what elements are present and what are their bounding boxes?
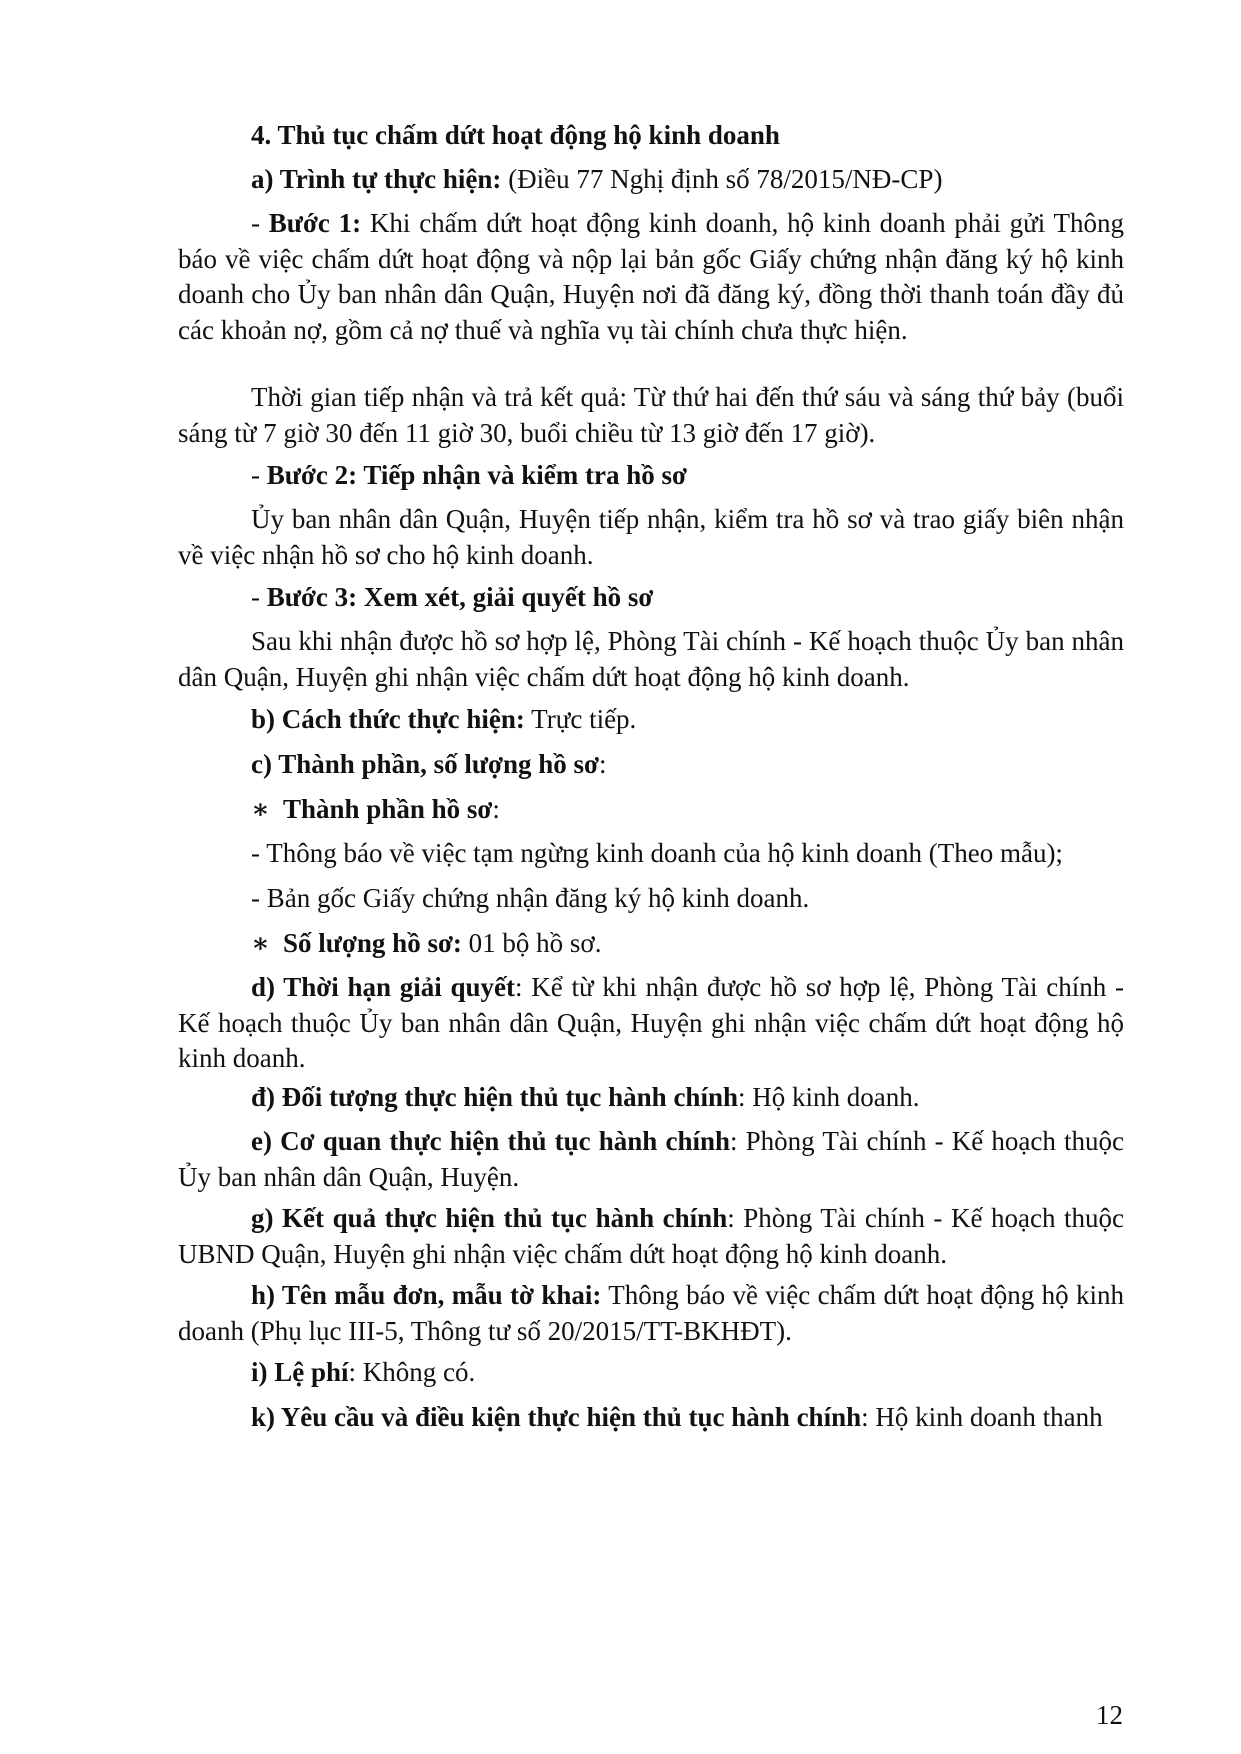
item-b-label: b) Cách thức thực hiện: bbox=[251, 704, 525, 734]
section-heading: 4. Thủ tục chấm dứt hoạt động hộ kinh doanh bbox=[251, 120, 780, 150]
step-2-label: Bước 2: Tiếp nhận và kiểm tra hồ sơ bbox=[266, 460, 687, 490]
quantity-label: Số lượng hồ sơ: bbox=[283, 928, 462, 958]
item-k-label: k) Yêu cầu và điều kiện thực hiện thủ tục hành chính bbox=[251, 1402, 862, 1432]
step-3-paragraph: Sau khi nhận được hồ sơ hợp lệ, Phòng Tài chính - Kế hoạch thuộc Ủy ban nhân dân Quận, Huyện ghi nhận việc chấm dứt hoạt động hộ kinh doanh. bbox=[178, 626, 1124, 692]
item-i-label: i) Lệ phí bbox=[251, 1357, 349, 1387]
page-number: 12 bbox=[1096, 1700, 1123, 1730]
item-g-text: : Phòng Tài chính - Kế hoạch thuộc UBND Quận, Huyện ghi nhận việc chấm dứt hoạt động hộ kinh doanh. bbox=[178, 1203, 1124, 1269]
item-a-text: (Điều 77 Nghị định số 78/2015/NĐ-CP) bbox=[501, 164, 943, 194]
item-dd-label: đ) Đối tượng thực hiện thủ tục hành chính bbox=[251, 1082, 738, 1112]
time-paragraph: Thời gian tiếp nhận và trả kết quả: Từ thứ hai đến thứ sáu và sáng thứ bảy (buổi sáng từ 7 giờ 30 đến 11 giờ 30, buổi chiều từ 13 giờ đến 17 giờ). bbox=[178, 382, 1124, 448]
item-e-label: e) Cơ quan thực hiện thủ tục hành chính bbox=[251, 1126, 731, 1156]
step-2-paragraph: Ủy ban nhân dân Quận, Huyện tiếp nhận, kiểm tra hồ sơ và trao giấy biên nhận về việc nhận hồ sơ cho hộ kinh doanh. bbox=[178, 504, 1124, 570]
item-c-text: : bbox=[599, 749, 607, 779]
item-dd-text: : Hộ kinh doanh. bbox=[737, 1082, 920, 1112]
item-k-text: : Hộ kinh doanh thanh bbox=[861, 1402, 1103, 1432]
item-dd bbox=[178, 1080, 1124, 1116]
item-h-label: h) Tên mẫu đơn, mẫu tờ khai: bbox=[251, 1280, 602, 1310]
bullet-asterisk-icon: ∗ bbox=[251, 794, 270, 824]
step-1-paragraph bbox=[178, 206, 1124, 348]
components-label: Thành phần hồ sơ bbox=[283, 794, 493, 824]
item-d-label: d) Thời hạn giải quyết bbox=[251, 972, 516, 1002]
item-d bbox=[178, 970, 1124, 1077]
item-c-label: c) Thành phần, số lượng hồ sơ bbox=[251, 749, 599, 779]
item-a bbox=[178, 162, 1124, 198]
bullet-asterisk-icon: ∗ bbox=[251, 928, 270, 958]
step-1-text: Khi chấm dứt hoạt động kinh doanh, hộ kinh doanh phải gửi Thông báo về việc chấm dứt hoạt động và nộp lại bản gốc Giấy chứng nhận đăng ký hộ kinh doanh cho Ủy ban nhân dân Quận, Huyện nơi đã đăng ký, đồng thời thanh toán đầy đủ các khoản nợ, gồm cả nợ thuế và nghĩa vụ tài chính chưa thực hiện. bbox=[178, 208, 1125, 345]
step-2-prefix: - bbox=[251, 460, 267, 490]
step-3-prefix: - bbox=[251, 582, 267, 612]
item-h bbox=[178, 1278, 1124, 1349]
item-a-label: a) Trình tự thực hiện: bbox=[251, 164, 502, 194]
item-k bbox=[178, 1400, 1124, 1436]
step-1-label: Bước 1: bbox=[268, 208, 362, 238]
item-c bbox=[178, 747, 1124, 783]
step-1-prefix: - bbox=[251, 208, 269, 238]
components-item-1: - Thông báo về việc tạm ngừng kinh doanh của hộ kinh doanh (Theo mẫu); bbox=[251, 838, 1063, 868]
item-i bbox=[178, 1355, 1124, 1391]
item-i-text: : Không có. bbox=[348, 1357, 476, 1387]
item-b bbox=[178, 702, 1124, 738]
item-h-text: Thông báo về việc chấm dứt hoạt động hộ kinh doanh (Phụ lục III-5, Thông tư số 20/2015/TT-BKHĐT). bbox=[178, 1280, 1124, 1346]
item-g-label: g) Kết quả thực hiện thủ tục hành chính bbox=[251, 1203, 728, 1233]
step-3-label: Bước 3: Xem xét, giải quyết hồ sơ bbox=[266, 582, 654, 612]
item-g bbox=[178, 1201, 1124, 1272]
item-b-text: Trực tiếp. bbox=[524, 704, 637, 734]
step-3-heading bbox=[178, 580, 1124, 616]
quantity-line bbox=[251, 926, 1124, 962]
item-d-text: : Kể từ khi nhận được hồ sơ hợp lệ, Phòng Tài chính - Kế hoạch thuộc Ủy ban nhân dân Quận, Huyện ghi nhận việc chấm dứt hoạt động hộ kinh doanh. bbox=[178, 972, 1125, 1073]
item-e bbox=[178, 1124, 1124, 1195]
components-item-2: - Bản gốc Giấy chứng nhận đăng ký hộ kinh doanh. bbox=[251, 883, 810, 913]
item-e-text: : Phòng Tài chính - Kế hoạch thuộc Ủy ban nhân dân Quận, Huyện. bbox=[178, 1126, 1125, 1192]
quantity-text: 01 bộ hồ sơ. bbox=[461, 928, 602, 958]
step-2-heading bbox=[178, 458, 1124, 494]
components-text: : bbox=[492, 794, 500, 824]
components-heading bbox=[251, 792, 1124, 828]
